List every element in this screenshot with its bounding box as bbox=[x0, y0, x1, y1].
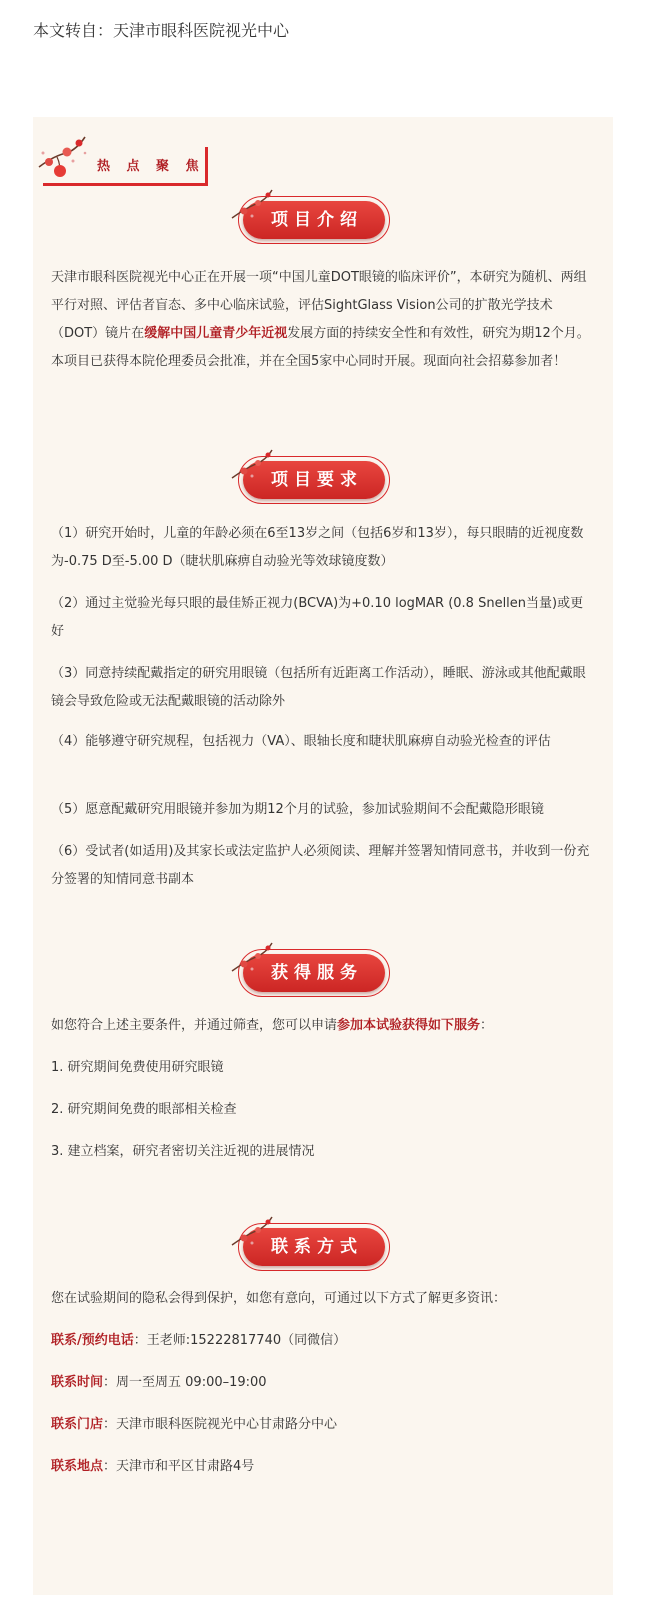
requirement-item-2: （2）通过主觉验光每只眼的最佳矫正视力(BCVA)为+0.10 logMAR (0.8 Snellen当量)或更好 bbox=[51, 596, 584, 639]
source-attribution: 本文转自：天津市眼科医院视光中心 bbox=[33, 21, 290, 40]
intro-paragraph: 天津市眼科医院视光中心正在开展一项“中国儿童DOT眼镜的临床评价”，本研究为随机、两组平行对照、评估者盲态、多中心临床试验，评估SightGlass Vision公司的扩散光学技术（DOT）镜片在缓解中国儿童青少年近视发展方面的持续安全性和有效性，研究为期12个月。本项目已获得本院伦理委员会批准，并在全国5家中心同时开展。现面向社会招募参加者！ bbox=[51, 270, 590, 369]
contact-intro: 您在试验期间的隐私会得到保护，如您有意向，可通过以下方式了解更多资讯： bbox=[51, 1291, 507, 1306]
requirement-item-4: （4）能够遵守研究规程，包括视力（VA）、眼轴长度和睫状肌麻痹自动验光检查的评估 bbox=[51, 734, 551, 749]
section-title-intro: 项目介绍 bbox=[271, 210, 363, 230]
service-item-2: 2. 研究期间免费的眼部相关检查 bbox=[51, 1102, 237, 1117]
service-item-3: 3. 建立档案，研究者密切关注近视的进展情况 bbox=[51, 1144, 315, 1159]
section-title-contact: 联系方式 bbox=[271, 1237, 363, 1257]
contact-store: 联系门店：天津市眼科医院视光中心甘肃路分中心 bbox=[51, 1417, 338, 1432]
hot-focus-label: 热 点 聚 焦 bbox=[97, 159, 205, 174]
services-intro: 如您符合上述主要条件，并通过筛查，您可以申请参加本试验获得如下服务： bbox=[51, 1018, 494, 1033]
intro-highlight: 缓解中国儿童青少年近视 bbox=[144, 326, 288, 341]
article-card bbox=[33, 117, 613, 1595]
plum-blossom-icon bbox=[230, 188, 276, 224]
requirement-item-3: （3）同意持续配戴指定的研究用眼镜（包括所有近距离工作活动），睡眠、游泳或其他配戴眼镜会导致危险或无法配戴眼镜的活动除外 bbox=[51, 666, 586, 709]
section-header-requirements bbox=[238, 456, 390, 504]
contact-phone: 联系/预约电话：王老师:15222817740（同微信） bbox=[51, 1333, 347, 1348]
hot-focus-tag bbox=[43, 147, 208, 186]
section-header-intro bbox=[238, 196, 390, 244]
section-header-contact bbox=[238, 1223, 390, 1271]
contact-hours: 联系时间：周一至周五 09:00–19:00 bbox=[51, 1375, 267, 1390]
service-item-1: 1. 研究期间免费使用研究眼镜 bbox=[51, 1060, 224, 1075]
section-title-requirements: 项目要求 bbox=[271, 470, 363, 490]
plum-blossom-icon bbox=[230, 448, 276, 484]
section-header-services bbox=[238, 949, 390, 997]
contact-address: 联系地点：天津市和平区甘肃路4号 bbox=[51, 1459, 255, 1474]
plum-blossom-icon bbox=[37, 133, 89, 177]
services-highlight: 参加本试验获得如下服务 bbox=[337, 1018, 481, 1033]
plum-blossom-icon bbox=[230, 941, 276, 977]
requirement-item-1: （1）研究开始时，儿童的年龄必须在6至13岁之间（包括6岁和13岁），每只眼睛的近视度数为-0.75 D至-5.00 D（睫状肌麻痹自动验光等效球镜度数） bbox=[51, 526, 584, 569]
section-title-services: 获得服务 bbox=[271, 963, 363, 983]
requirement-item-5: （5）愿意配戴研究用眼镜并参加为期12个月的试验，参加试验期间不会配戴隐形眼镜 bbox=[51, 802, 544, 817]
plum-blossom-icon bbox=[230, 1215, 276, 1251]
requirement-item-6: （6）受试者(如适用)及其家长或法定监护人必须阅读、理解并签署知情同意书，并收到一份充分签署的知情同意书副本 bbox=[51, 844, 590, 887]
